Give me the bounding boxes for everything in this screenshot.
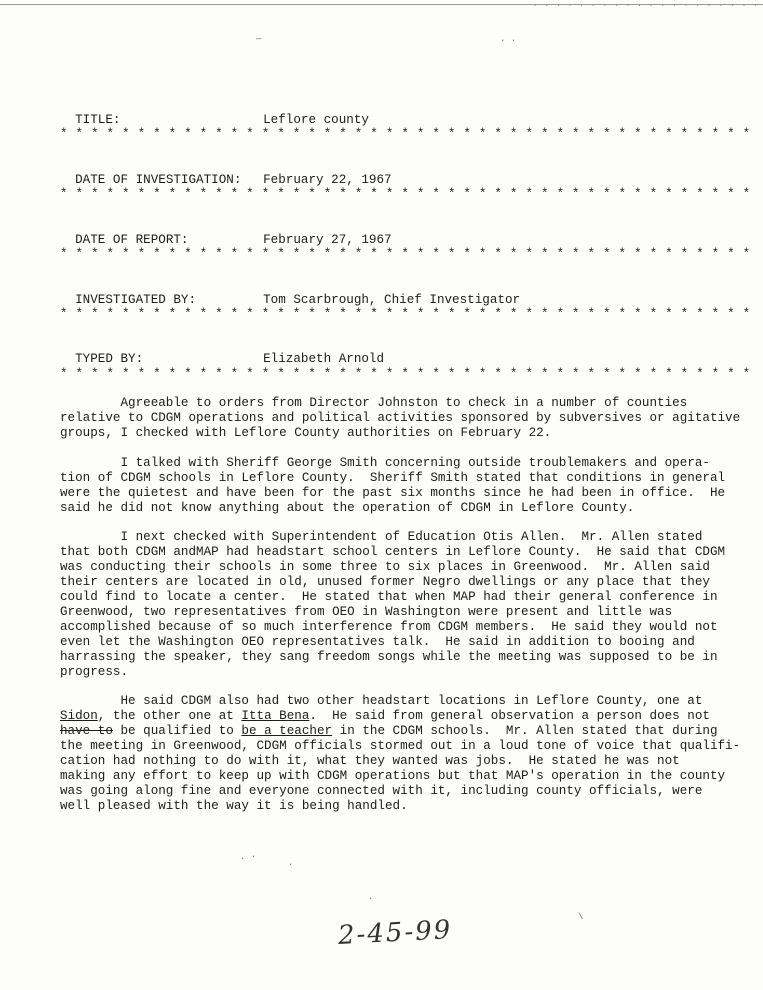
star-separator: * * * * * * * * * * * * * * * * * * * * * * * * * * * * * * * * * * * * * * * * * * * * *: [60, 127, 751, 141]
star-separator: * * * * * * * * * * * * * * * * * * * * * * * * * * * * * * * * * * * * * * * * * * * * *: [60, 187, 751, 201]
paragraph-4-text: . He said from general observation a person does not: [309, 709, 710, 723]
scan-speck: .: [368, 892, 374, 902]
scan-speck: —: [256, 34, 262, 44]
star-separator: * * * * * * * * * * * * * * * * * * * * * * * * * * * * * * * * * * * * * * * * * * * * *: [60, 307, 751, 321]
date-report-field: [60, 216, 392, 248]
date-report-label: DATE OF REPORT:: [75, 233, 189, 247]
paragraph-4-text: , the other one at: [97, 709, 242, 723]
paragraph-3: I next checked with Superintendent of Education Otis Allen. Mr. Allen stated that both CDGM andMAP had headstart school centers in Leflore County. He said that CDGM was conducting their schools in some three to six places in Greenwood. Mr. Allen said their centers are located in old, unused former Negro dwellings or any place that they could find to locate a center. He stated that when MAP had their general conference in Greenwood, two representatives from OEO in Washington were present and little was accomplished because of so much interference from CDGM members. He said they would not even let the Washington OEO representatives talk. He said in addition to booing and harrassing the speaker, they sang freedom songs while the meeting was supposed to be in progress.: [60, 530, 726, 679]
typed-by-value: Elizabeth Arnold: [263, 352, 385, 366]
scan-speck: . .: [500, 34, 517, 44]
scan-speck: .: [288, 858, 294, 868]
have-to-struck: have to: [60, 724, 113, 738]
paragraph-2: I talked with Sheriff George Smith concerning outside troublemakers and opera- tion of CDGM schools in Leflore County. Sheriff Smith stated that conditions in general were the quietest and have been for the past six months since he had been in office. He said he did not know anything about the operation of CDGM in Leflore County.: [60, 456, 726, 515]
star-separator: * * * * * * * * * * * * * * * * * * * * * * * * * * * * * * * * * * * * * * * * * * * * *: [60, 247, 751, 261]
paragraph-1: Agreeable to orders from Director Johnston to check in a number of counties relative to CDGM operations and political activities sponsored by subversives or agitative groups, I checked with Leflore County authorities on February 22.: [60, 396, 741, 440]
itta-bena-underlined: Itta Bena: [241, 709, 310, 723]
title-field: [60, 96, 369, 128]
scan-top-dots: . . . . . . . . . . . . . . . . . . . .: [532, 0, 759, 9]
date-investigation-value: February 22, 1967: [263, 173, 392, 187]
date-investigation-label: DATE OF INVESTIGATION:: [75, 173, 242, 187]
be-a-teacher-underlined: be a teacher: [241, 724, 333, 738]
paragraph-4-text: be qualified to: [112, 724, 242, 738]
scan-speck: \: [578, 912, 584, 922]
investigated-by-value: Tom Scarbrough, Chief Investigator: [263, 293, 521, 307]
sidon-underlined: Sidon: [60, 709, 98, 723]
title-value: Leflore county: [263, 113, 369, 127]
typed-by-label: TYPED BY:: [75, 352, 144, 366]
investigated-by-field: [60, 276, 520, 308]
date-report-value: February 27, 1967: [263, 233, 392, 247]
scan-speck: . ·: [240, 852, 257, 862]
paragraph-4-text: in the CDGM schools. Mr. Allen stated that during: [332, 724, 718, 738]
paragraph-4: [60, 694, 760, 814]
typed-by-field: [60, 335, 384, 367]
paragraph-4-rest: the meeting in Greenwood, CDGM officials stormed out in a loud tone of voice that qualifi- cation had nothing to do with it, what they wanted was jobs. He stated he was not making any effort to keep up with CDGM operations but that MAP's operation in the county was going along fine and everyone connected with it, including county officials, were well pleased with the way it is being handled.: [60, 739, 741, 813]
investigated-by-label: INVESTIGATED BY:: [75, 293, 197, 307]
handwritten-file-number: 2-45-99: [337, 915, 453, 951]
title-label: TITLE:: [75, 113, 121, 127]
star-separator: * * * * * * * * * * * * * * * * * * * * * * * * * * * * * * * * * * * * * * * * * * * * *: [60, 367, 751, 381]
paragraph-4-line-1: He said CDGM also had two other headstart locations in Leflore County, one at: [60, 694, 703, 708]
date-investigation-field: [60, 156, 392, 188]
